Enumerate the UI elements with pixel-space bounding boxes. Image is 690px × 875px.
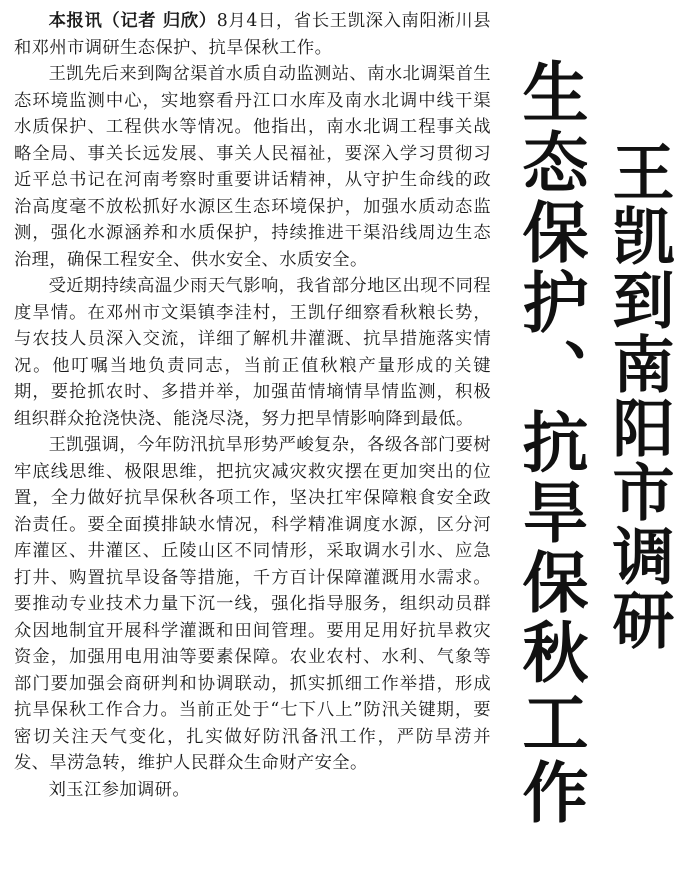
headline-subtitle: 生态保护、抗旱保秋工作 — [511, 58, 588, 828]
headline-title: 王凯到南阳市调研 — [602, 140, 675, 652]
body-paragraph: 王凯强调，今年防汛抗旱形势严峻复杂，各级各部门要树牢底线思维、极限思维，把抗灾减灾救灾摆在更加突出的位置，全力做好抗旱保秋各项工作，坚决扛牢保障粮食安全政治责任。要全面摸排缺水情况，科学精准调度水源，区分河库灌区、井灌区、丘陵山区不同情形，采取调水引水、应急打井、购置抗旱设备等措施，千方百计保障灌溉用水需求。要推动专业技术力量下沉一线，强化指导服务，组织动员群众因地制宜开展科学灌溉和田间管理。要用足用好抗旱救灾资金，加强用电用油等要素保障。农业农村、水利、气象等部门要加强会商研判和协调联动，抓实抓细工作举措，形成抗旱保秋工作合力。当前正处于“七下八上”防汛关键期，要密切关注天气变化，扎实做好防汛备汛工作，严防旱涝并发、旱涝急转，维护人民群众生命财产安全。 — [14, 435, 491, 773]
lead-paragraph — [14, 8, 491, 61]
byline: 本报讯（记者 归欣） — [48, 11, 217, 31]
lead-text: 8月4日，省长王凯深入南阳淅川县和邓州市调研生态保护、抗旱保秋工作。 — [14, 11, 491, 58]
body-paragraph: 受近期持续高温少雨天气影响，我省部分地区出现不同程度旱情。在邓州市文渠镇李洼村，王凯仔细察看秋粮长势，与农技人员深入交流，详细了解机井灌溉、抗旱措施落实情况。他叮嘱当地负责同志，当前正值秋粮产量形成的关键期，要抢抓农时、多措并举，加强苗情墒情旱情监测，积极组织群众抢浇快浇、能浇尽浇，努力把旱情影响降到最低。 — [14, 276, 491, 429]
article-body — [14, 8, 491, 803]
closing-paragraph: 刘玉江参加调研。 — [48, 779, 191, 800]
body-paragraph: 王凯先后来到陶岔渠首水质自动监测站、南水北调渠首生态环境监测中心，实地察看丹江口水库及南水北调中线干渠水质保护、工程供水等情况。他指出，南水北调工程事关战略全局、事关长远发展、事关人民福祉，要深入学习贯彻习近平总书记在河南考察时重要讲话精神，从守护生命线的政治高度毫不放松抓好水源区生态环境保护，加强水质动态监测，强化水源涵养和水质保护，持续推进干渠沿线周边生态治理，确保工程安全、供水安全、水质安全。 — [14, 64, 491, 270]
